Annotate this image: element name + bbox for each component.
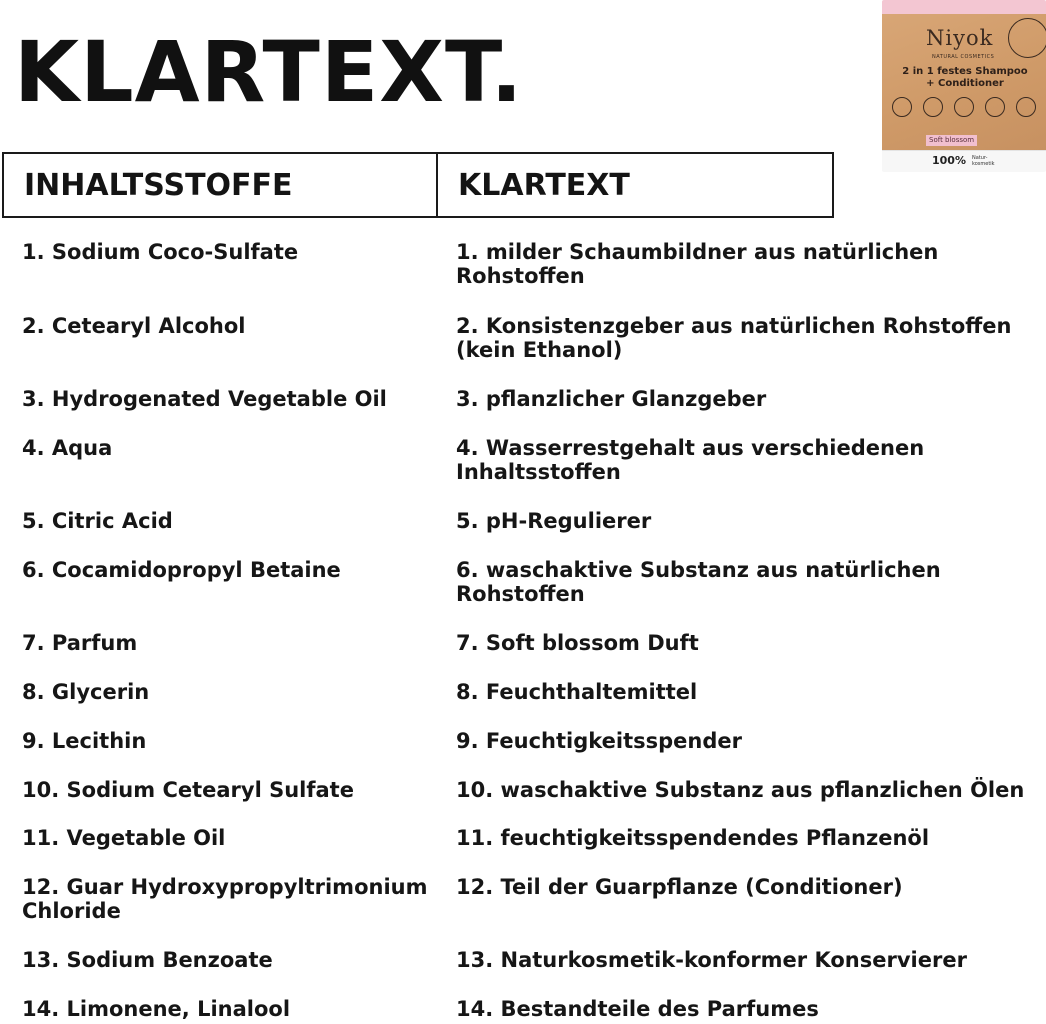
row-14-explanation: 14. Bestandteile des Parfumes [456, 997, 819, 1021]
header-klartext: KLARTEXT [458, 167, 630, 203]
comb-icon [1016, 97, 1036, 117]
row-9-ingredient: 9. Lecithin [22, 729, 147, 753]
row-11-explanation: 11. feuchtigkeitsspendendes Pflanzenöl [456, 826, 930, 850]
product-badge-pct: 100% [932, 154, 966, 167]
row-13-ingredient: 13. Sodium Benzoate [22, 948, 273, 972]
header-ingredients: INHALTSSTOFFE [4, 154, 438, 216]
row-7-explanation: 7. Soft blossom Duft [456, 631, 699, 655]
product-brand: Niyok [926, 26, 994, 50]
row-1-explanation: 1. milder Schaumbildner aus natürlichen Rohstoffen [456, 240, 939, 288]
headline: KLARTEXT. [14, 23, 524, 121]
row-12-explanation: 12. Teil der Guarpflanze (Conditioner) [456, 875, 903, 899]
row-5-ingredient: 5. Citric Acid [22, 509, 173, 533]
row-6-ingredient: 6. Cocamidopropyl Betaine [22, 558, 341, 582]
row-4-ingredient: 4. Aqua [22, 436, 113, 460]
row-10-ingredient: 10. Sodium Cetearyl Sulfate [22, 778, 354, 802]
row-2-explanation: 2. Konsistenzgeber aus natürlichen Rohstoffen (kein Ethanol) [456, 314, 1012, 362]
row-3-ingredient: 3. Hydrogenated Vegetable Oil [22, 387, 387, 411]
row-13-explanation: 13. Naturkosmetik-konformer Konservierer [456, 948, 967, 972]
row-14-ingredient: 14. Limonene, Linalool [22, 997, 291, 1021]
product-feature-icons [892, 97, 1036, 117]
row-11-ingredient: 11. Vegetable Oil [22, 826, 226, 850]
row-9-explanation: 9. Feuchtigkeitsspender [456, 729, 742, 753]
ph-neutral-icon [985, 97, 1005, 117]
row-7-ingredient: 7. Parfum [22, 631, 138, 655]
product-image [882, 0, 1046, 172]
table-header [2, 152, 834, 218]
row-4-explanation: 4. Wasserrestgehalt aus verschiedenen Inhaltsstoffen [456, 436, 925, 484]
row-8-ingredient: 8. Glycerin [22, 680, 150, 704]
plastic-free-icon [954, 97, 974, 117]
product-seal-icon [1008, 18, 1046, 58]
row-10-explanation: 10. waschaktive Substanz aus pflanzlichen Ölen [456, 778, 1025, 802]
row-12-ingredient: 12. Guar Hydroxypropyltrimonium Chloride [22, 875, 428, 923]
row-5-explanation: 5. pH-Regulierer [456, 509, 652, 533]
row-8-explanation: 8. Feuchthaltemittel [456, 680, 698, 704]
product-subtitle: NATURAL COSMETICS [932, 54, 995, 60]
hair-icon [892, 97, 912, 117]
product-variant: Soft blossom [926, 135, 977, 146]
row-6-explanation: 6. waschaktive Substanz aus natürlichen Rohstoffen [456, 558, 941, 606]
row-2-ingredient: 2. Cetearyl Alcohol [22, 314, 246, 338]
row-1-ingredient: 1. Sodium Coco-Sulfate [22, 240, 299, 264]
product-badge-text: Natur-kosmetik [972, 155, 995, 167]
row-3-explanation: 3. pflanzlicher Glanzgeber [456, 387, 767, 411]
vegan-icon [923, 97, 943, 117]
product-title: 2 in 1 festes Shampoo + Conditioner [902, 66, 1028, 89]
